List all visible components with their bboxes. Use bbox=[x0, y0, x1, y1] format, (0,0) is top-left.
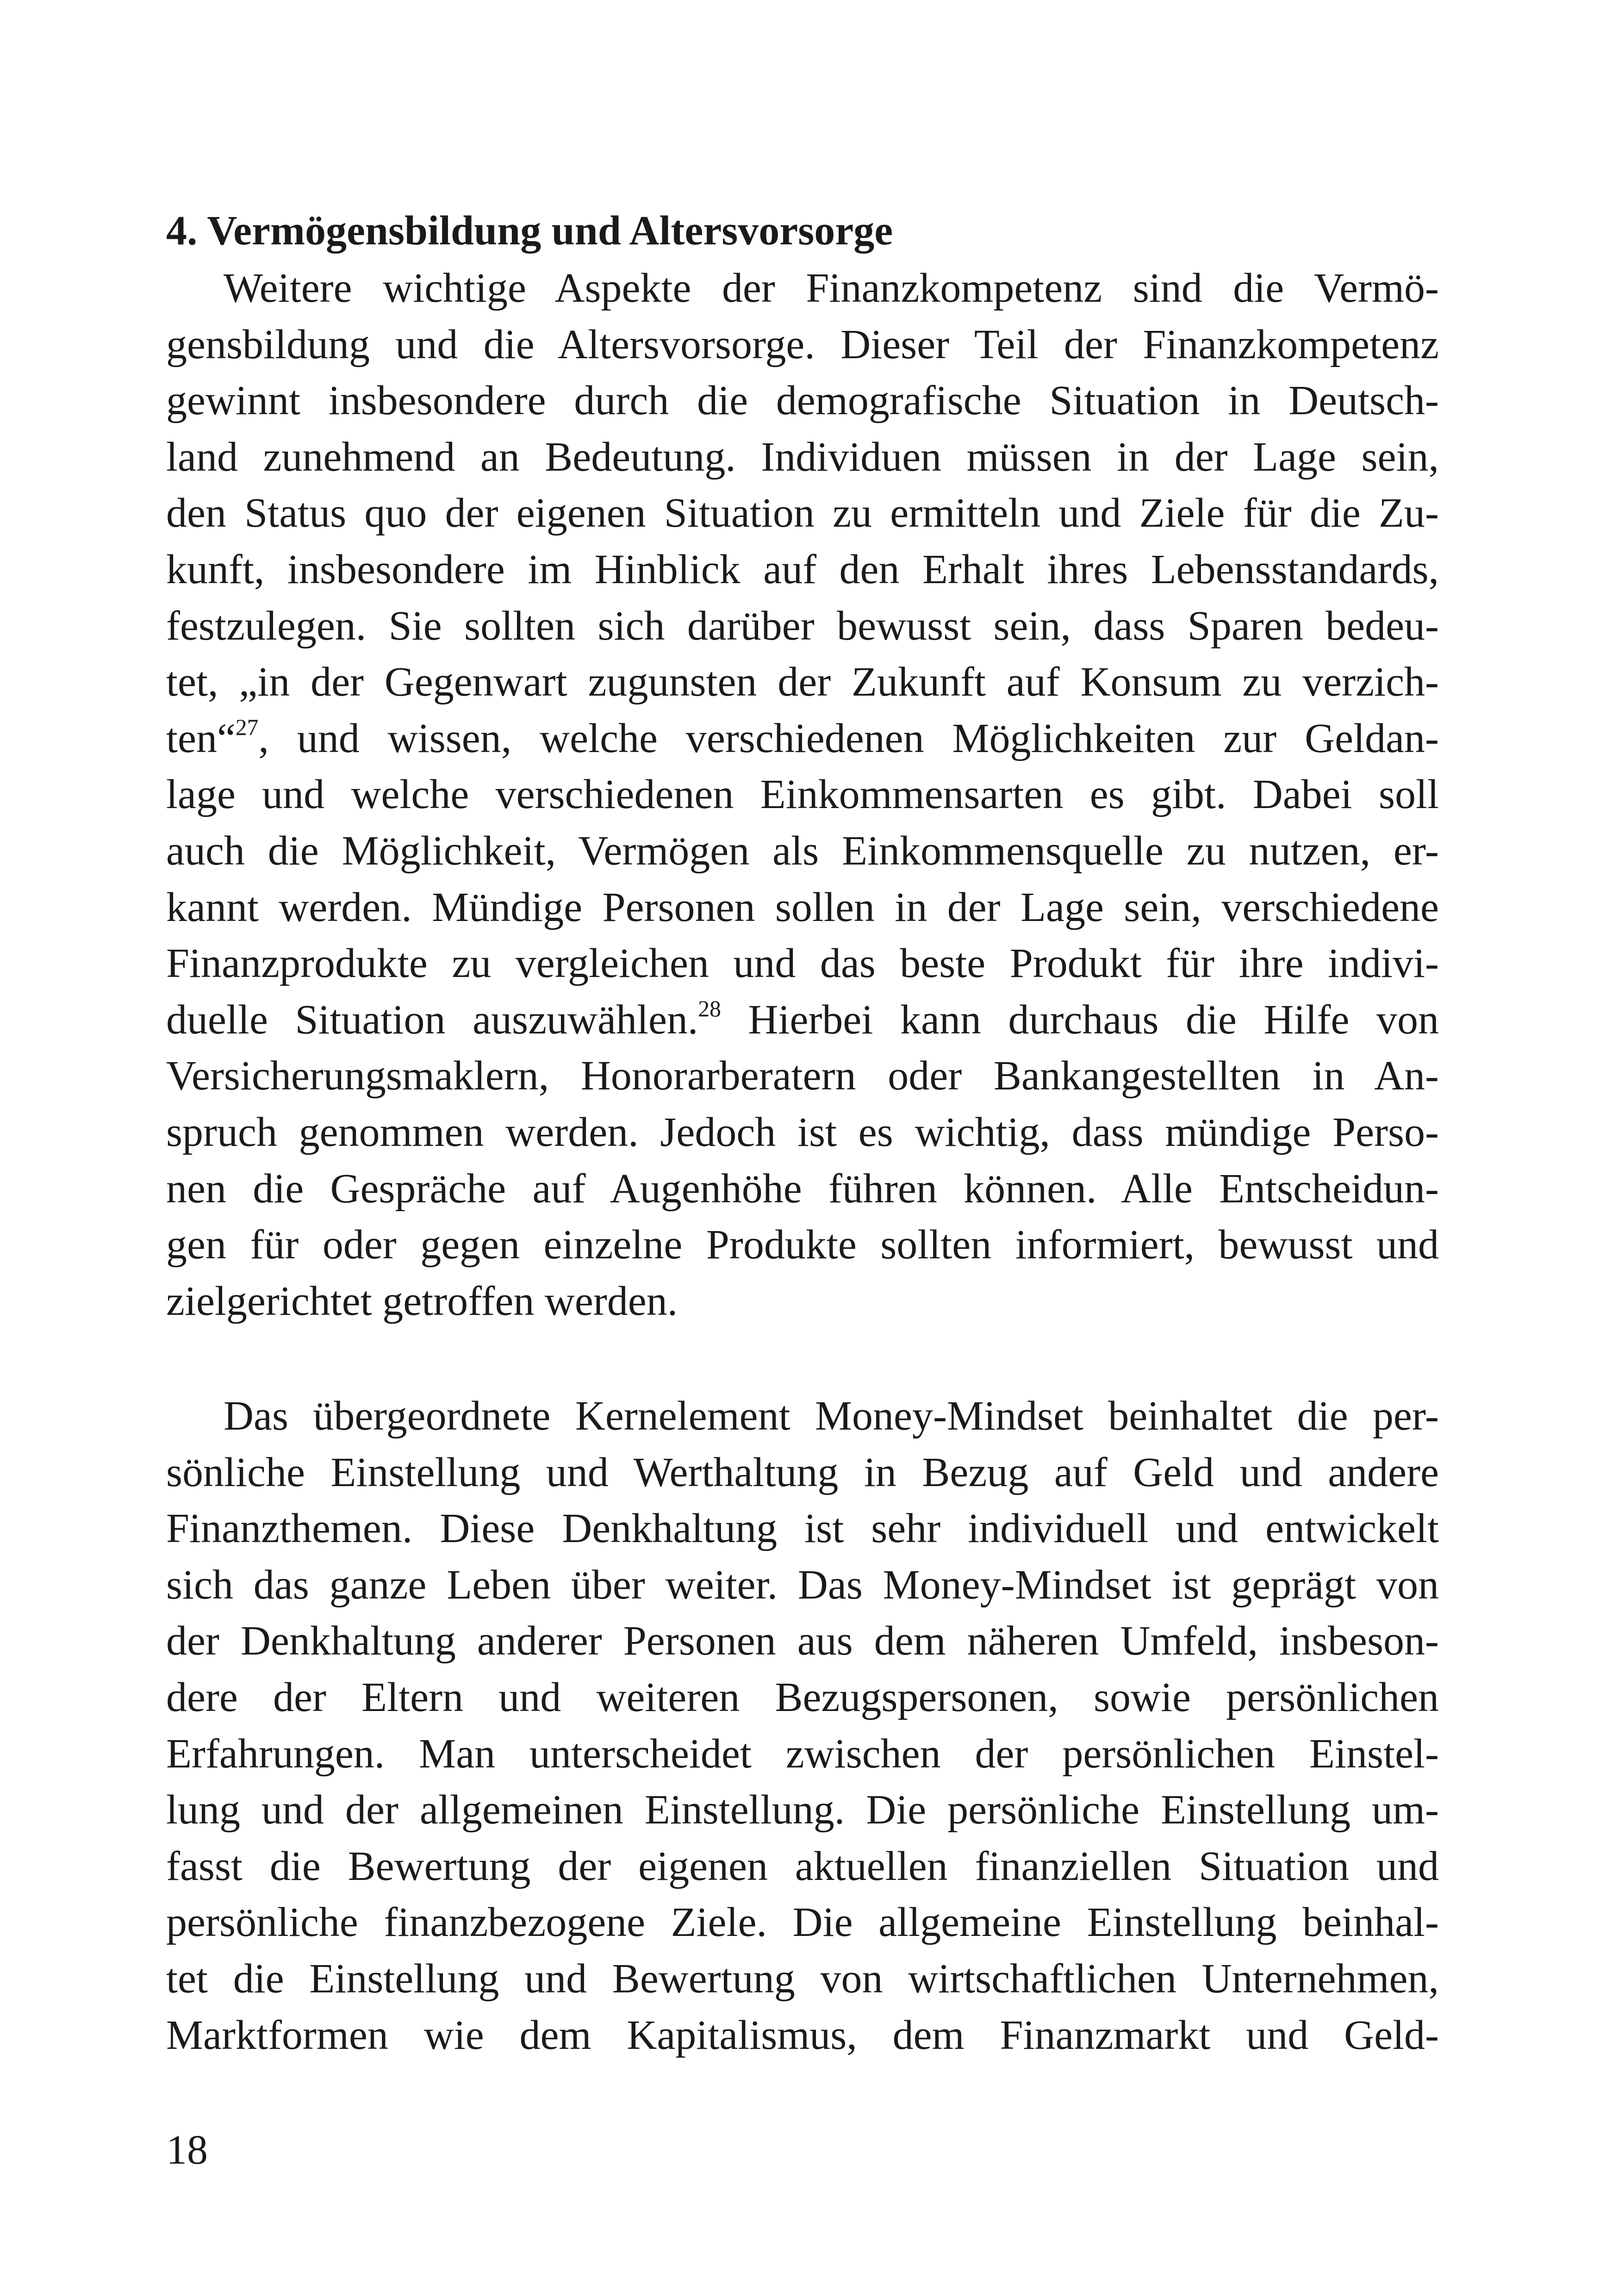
text-line bbox=[166, 992, 1439, 1048]
text-span: Hierbei kann durchaus die Hilfe von bbox=[721, 996, 1439, 1043]
text-line: Versicherungsmaklern, Honorarberatern oder Bankangestellten in An- bbox=[166, 1053, 1439, 1099]
text-span: , und wissen, welche verschiedenen Möglichkeiten zur Geldan- bbox=[258, 715, 1439, 761]
text-line: gen für oder gegen einzelne Produkte sollten informiert, bewusst und bbox=[166, 1222, 1439, 1268]
text-line: gewinnt insbesondere durch die demografische Situation in Deutsch- bbox=[166, 378, 1439, 424]
text-line: festzulegen. Sie sollten sich darüber bewusst sein, dass Sparen bedeu- bbox=[166, 603, 1439, 649]
text-line: Marktformen wie dem Kapitalismus, dem Finanzmarkt und Geld- bbox=[166, 2012, 1439, 2058]
text-line: tet, „in der Gegenwart zugunsten der Zukunft auf Konsum zu verzich- bbox=[166, 659, 1439, 705]
text-line: Das übergeordnete Kernelement Money-Mindset beinhaltet die per- bbox=[224, 1393, 1439, 1439]
text-line: spruch genommen werden. Jedoch ist es wichtig, dass mündige Perso- bbox=[166, 1109, 1439, 1155]
text-line: sönliche Einstellung und Werthaltung in Bezug auf Geld und andere bbox=[166, 1449, 1439, 1495]
text-line: Weitere wichtige Aspekte der Finanzkompetenz sind die Vermö- bbox=[224, 265, 1439, 311]
text-line: auch die Möglichkeit, Vermögen als Einkommensquelle zu nutzen, er- bbox=[166, 828, 1439, 874]
text-line: sich das ganze Leben über weiter. Das Money-Mindset ist geprägt von bbox=[166, 1562, 1439, 1608]
text-line: Finanzprodukte zu vergleichen und das beste Produkt für ihre indivi- bbox=[166, 940, 1439, 987]
text-line: lung und der allgemeinen Einstellung. Die persönliche Einstellung um- bbox=[166, 1787, 1439, 1833]
text-line: lage und welche verschiedenen Einkommensarten es gibt. Dabei soll bbox=[166, 772, 1439, 818]
text-span: duelle Situation auszuwählen. bbox=[166, 996, 698, 1043]
text-line: Finanzthemen. Diese Denkhaltung ist sehr individuell und entwickelt bbox=[166, 1506, 1439, 1552]
text-line: persönliche finanzbezogene Ziele. Die allgemeine Einstellung beinhal- bbox=[166, 1899, 1439, 1946]
text-line bbox=[166, 710, 1439, 767]
text-line: tet die Einstellung und Bewertung von wirtschaftlichen Unternehmen, bbox=[166, 1955, 1439, 2002]
section-heading: 4. Vermögensbildung und Altersvorsorge bbox=[166, 208, 893, 254]
text-line: fasst die Bewertung der eigenen aktuellen finanziellen Situation und bbox=[166, 1843, 1439, 1889]
paragraph-1 bbox=[166, 260, 1439, 1329]
footnote-ref-28[interactable]: 28 bbox=[698, 996, 721, 1021]
text-line: Erfahrungen. Man unterscheidet zwischen der persönlichen Einstel- bbox=[166, 1730, 1439, 1777]
footnote-ref-27[interactable]: 27 bbox=[235, 714, 259, 740]
text-line: kannt werden. Mündige Personen sollen in der Lage sein, verschiedene bbox=[166, 884, 1439, 930]
text-line: dere der Eltern und weiteren Bezugspersonen, sowie persönlichen bbox=[166, 1674, 1439, 1720]
text-line: land zunehmend an Bedeutung. Individuen müssen in der Lage sein, bbox=[166, 434, 1439, 480]
paragraph-2 bbox=[166, 1388, 1439, 2063]
section-1 bbox=[166, 203, 1439, 259]
text-line: nen die Gespräche auf Augenhöhe führen können. Alle Entscheidun- bbox=[166, 1165, 1439, 1212]
text-line: den Status quo der eigenen Situation zu ermitteln und Ziele für die Zu- bbox=[166, 490, 1439, 536]
text-line: gensbildung und die Altersvorsorge. Dieser Teil der Finanzkompetenz bbox=[166, 321, 1439, 367]
page-number: 18 bbox=[166, 2127, 208, 2173]
text-line: zielgerichtet getroffen werden. bbox=[166, 1278, 678, 1324]
text-span: ten“ bbox=[166, 715, 236, 761]
text-line: der Denkhaltung anderer Personen aus dem näheren Umfeld, insbeson- bbox=[166, 1618, 1439, 1664]
text-line: kunft, insbesondere im Hinblick auf den Erhalt ihres Lebensstandards, bbox=[166, 546, 1439, 592]
